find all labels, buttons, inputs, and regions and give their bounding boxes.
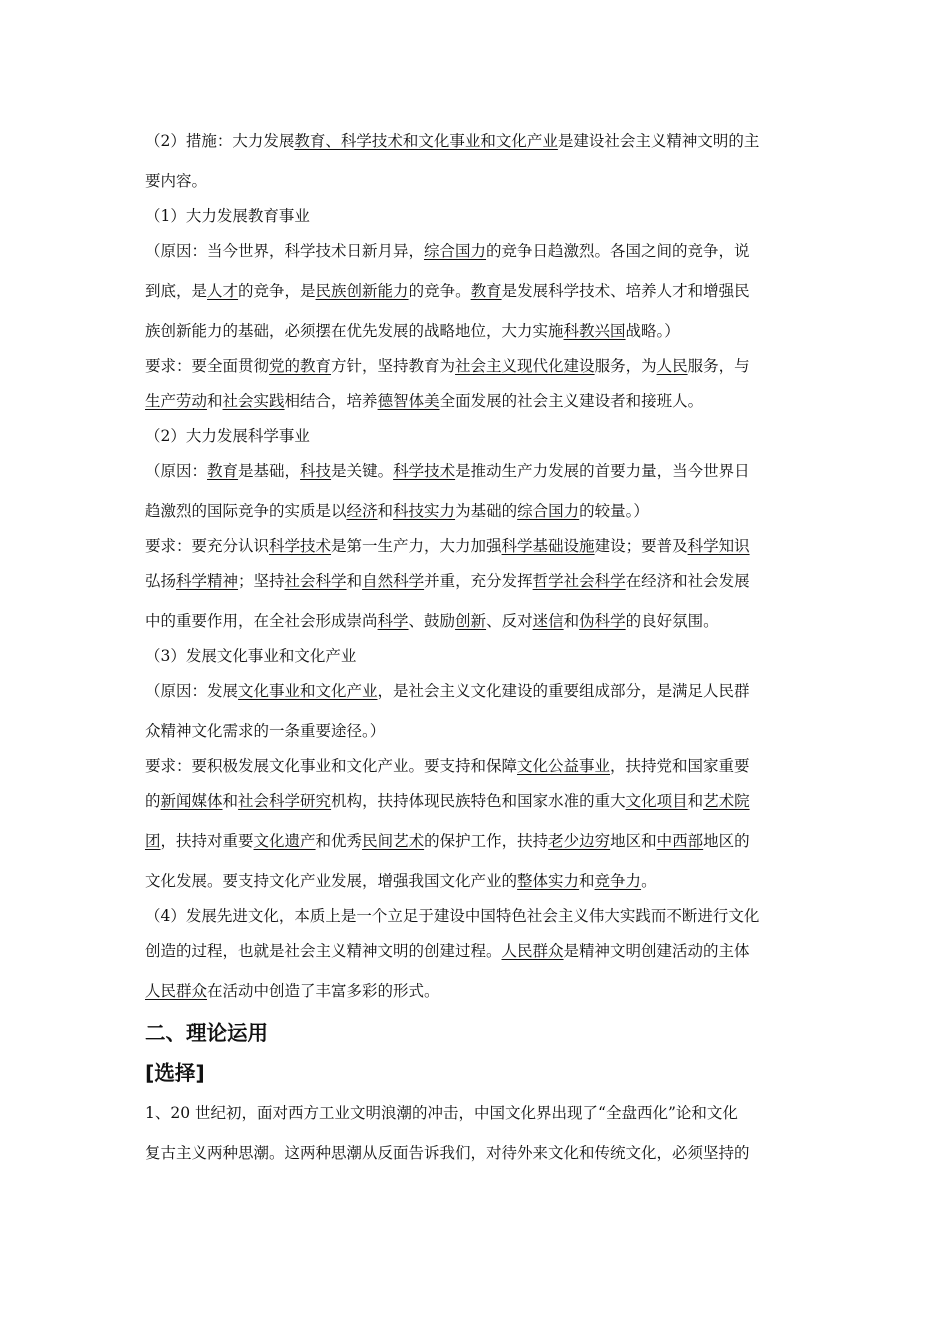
text-segment: （3）发展文化事业和文化产业 — [145, 647, 357, 665]
text-line — [145, 751, 810, 781]
underlined-term: 伪科学 — [579, 612, 626, 630]
underlined-term: 新闻媒体 — [160, 792, 223, 810]
underlined-term: 社会科学 — [284, 572, 347, 590]
text-segment: 众精神文化需求的一条重要途径。） — [145, 722, 386, 740]
underlined-term: 德智体美 — [377, 392, 440, 410]
text-segment: 方针，坚持教育为 — [331, 357, 456, 375]
text-line — [145, 351, 810, 381]
underlined-term: 党的教育 — [269, 357, 332, 375]
underlined-term: 科学精神 — [176, 572, 239, 590]
underlined-term: 人民群众 — [145, 982, 208, 1000]
text-segment: 文化发展。要支持文化产业发展，增强我国文化产业的 — [145, 872, 518, 890]
text-line — [145, 531, 810, 561]
text-segment: 地区的 — [703, 832, 750, 850]
text-segment: 机构，扶持体现民族特色和国家水准的重大 — [331, 792, 626, 810]
text-segment: 全面发展的社会主义建设者和接班人。 — [439, 392, 704, 410]
text-segment: 和 — [579, 872, 595, 890]
text-segment: 和 — [207, 392, 223, 410]
text-line — [145, 381, 810, 421]
text-line — [145, 161, 810, 201]
underlined-term: 整体实力 — [517, 872, 580, 890]
text-segment: 和 — [346, 572, 363, 590]
underlined-term: 生产劳动 — [145, 392, 208, 410]
text-line — [145, 711, 810, 751]
text-segment: 、反对 — [486, 612, 533, 630]
text-segment: （原因： — [145, 462, 208, 480]
text-segment: ，扶持对重要 — [160, 832, 254, 850]
text-segment: 要求：要全面贯彻 — [145, 357, 270, 375]
underlined-term: 竞争力 — [594, 872, 642, 890]
text-line — [145, 781, 810, 821]
text-line — [145, 201, 810, 231]
text-line — [145, 931, 810, 971]
underlined-term: 科学基础设施 — [501, 537, 595, 555]
question-line: 复古主义两种思潮。这两种思潮从反面告诉我们，对待外来文化和传统文化，必须坚持的 — [145, 1144, 750, 1162]
underlined-term: 科学技术 — [269, 537, 332, 555]
underlined-term: 综合国力 — [424, 242, 487, 260]
underlined-term: 迷信 — [532, 612, 564, 630]
text-segment: 并重，充分发挥 — [424, 572, 533, 590]
underlined-term: 文化事业和文化产业 — [238, 682, 378, 700]
underlined-term: 老少边穷 — [548, 832, 611, 850]
text-segment: 在活动中创造了丰富多彩的形式。 — [207, 982, 440, 1000]
text-segment: 战略。） — [625, 322, 680, 340]
text-line — [145, 971, 810, 1011]
text-segment: 要求：要积极发展文化事业和文化产业。要支持和保障 — [145, 757, 518, 775]
text-segment: ，是社会主义文化建设的重要组成部分，是满足人民群 — [377, 682, 750, 700]
underlined-term: 人民群众 — [501, 942, 564, 960]
text-segment: 、鼓励 — [408, 612, 456, 630]
question-line: 1、20 世纪初，面对西方工业文明浪潮的冲击，中国文化界出现了“全盘西化”论和文化 — [145, 1104, 738, 1122]
text-segment: 要内容。 — [145, 172, 208, 190]
text-segment: （原因：发展 — [145, 682, 239, 700]
text-segment: （原因：当今世界，科学技术日新月异， — [145, 242, 425, 260]
underlined-term: 教育 — [470, 282, 502, 300]
text-segment: 创造的过程，也就是社会主义精神文明的创建过程。 — [145, 942, 502, 960]
text-segment: 是第一生产力，大力加强 — [331, 537, 502, 555]
text-line — [145, 121, 810, 161]
section-heading: 二、理论运用 — [145, 1021, 268, 1045]
underlined-term: 社会实践 — [222, 392, 285, 410]
text-line — [145, 421, 810, 451]
text-segment: 弘扬 — [145, 572, 177, 590]
text-segment: 是关键。 — [331, 462, 394, 480]
text-line — [145, 451, 810, 491]
underlined-term: 科学知识 — [687, 537, 750, 555]
underlined-term: 人才 — [207, 282, 239, 300]
text-line — [145, 601, 810, 641]
underlined-term: 文化遗产 — [253, 832, 316, 850]
text-segment: 要求：要充分认识 — [145, 537, 270, 555]
text-segment: 服务，与 — [687, 357, 750, 375]
underlined-term: 中西部 — [656, 832, 704, 850]
text-segment: 中的重要作用，在全社会形成崇尚 — [145, 612, 378, 630]
underlined-term: 综合国力 — [517, 502, 580, 520]
text-segment: 和 — [563, 612, 580, 630]
text-segment: ；坚持 — [238, 572, 285, 590]
underlined-term: 创新 — [455, 612, 487, 630]
text-line — [145, 561, 810, 601]
text-segment: 和优秀 — [315, 832, 363, 850]
underlined-term: 文化公益事业 — [517, 757, 611, 775]
underlined-term: 科技 — [300, 462, 332, 480]
text-segment: 和 — [222, 792, 239, 810]
underlined-term: 教育 — [207, 462, 239, 480]
text-line — [145, 271, 810, 311]
text-segment: 的竞争日趋激烈。各国之间的竞争，说 — [486, 242, 750, 260]
underlined-term: 自然科学 — [362, 572, 425, 590]
body-text — [145, 121, 810, 1011]
text-segment: 是精神文明创建活动的主体 — [563, 942, 750, 960]
text-segment: 地区和 — [610, 832, 657, 850]
text-segment: 相结合，培养 — [284, 392, 378, 410]
underlined-term: 哲学社会科学 — [532, 572, 626, 590]
text-segment: 族创新能力的基础，必须摆在优先发展的战略地位，大力实施 — [145, 322, 564, 340]
text-line — [145, 901, 810, 931]
underlined-term: 教育、科学技术和文化事业和文化产业 — [294, 132, 558, 150]
text-segment: 和 — [377, 502, 394, 520]
underlined-term: 文化项目 — [625, 792, 688, 810]
text-segment: 。 — [641, 872, 657, 890]
text-segment: 的较量。） — [579, 502, 649, 520]
text-line — [145, 311, 810, 351]
text-line — [145, 671, 810, 711]
text-segment: 和 — [687, 792, 704, 810]
text-segment: 到底，是 — [145, 282, 208, 300]
text-line — [145, 861, 810, 901]
text-segment: 的良好氛围。 — [625, 612, 719, 630]
underlined-term: 艺术院 — [703, 792, 750, 810]
text-segment: （2）措施：大力发展 — [145, 132, 295, 150]
text-line — [145, 641, 810, 671]
text-segment: 趋激烈的国际竞争的实质是以 — [145, 502, 347, 520]
underlined-term: 团 — [145, 832, 161, 850]
text-segment: 是建设社会主义精神文明的主 — [557, 132, 760, 150]
text-segment: 是推动生产力发展的首要力量，当今世界日 — [455, 462, 750, 480]
text-segment: （2）大力发展科学事业 — [145, 427, 310, 445]
underlined-term: 科技实力 — [393, 502, 456, 520]
underlined-term: 民族创新能力 — [315, 282, 409, 300]
underlined-term: 社会主义现代化建设 — [455, 357, 595, 375]
underlined-term: 民间艺术 — [362, 832, 425, 850]
text-segment: 的保护工作，扶持 — [424, 832, 549, 850]
underlined-term: 科教兴国 — [563, 322, 626, 340]
text-segment: 的竞争。 — [408, 282, 471, 300]
underlined-term: 社会科学研究 — [238, 792, 332, 810]
text-segment: （4）发展先进文化，本质上是一个立足于建设中国特色社会主义伟大实践而不断进行文化 — [145, 907, 760, 925]
subsection-heading: [选择] — [145, 1061, 205, 1085]
underlined-term: 科学 — [377, 612, 409, 630]
underlined-term: 科学技术 — [393, 462, 456, 480]
text-line — [145, 491, 810, 531]
text-segment: 服务，为 — [594, 357, 657, 375]
text-segment: 是基础， — [238, 462, 301, 480]
text-segment: （1）大力发展教育事业 — [145, 207, 310, 225]
underlined-term: 经济 — [346, 502, 378, 520]
text-segment: 的 — [145, 792, 161, 810]
underlined-term: 人民 — [656, 357, 688, 375]
text-segment: 建设；要普及 — [594, 537, 688, 555]
text-segment: 为基础的 — [455, 502, 518, 520]
text-segment: 在经济和社会发展 — [625, 572, 750, 590]
text-segment: 的竞争，是 — [238, 282, 316, 300]
text-segment: ，扶持党和国家重要 — [610, 757, 750, 775]
document-page — [145, 118, 810, 1173]
text-line — [145, 231, 810, 271]
text-line — [145, 821, 810, 861]
text-segment: 是发展科学技术、培养人才和增强民 — [501, 282, 750, 300]
